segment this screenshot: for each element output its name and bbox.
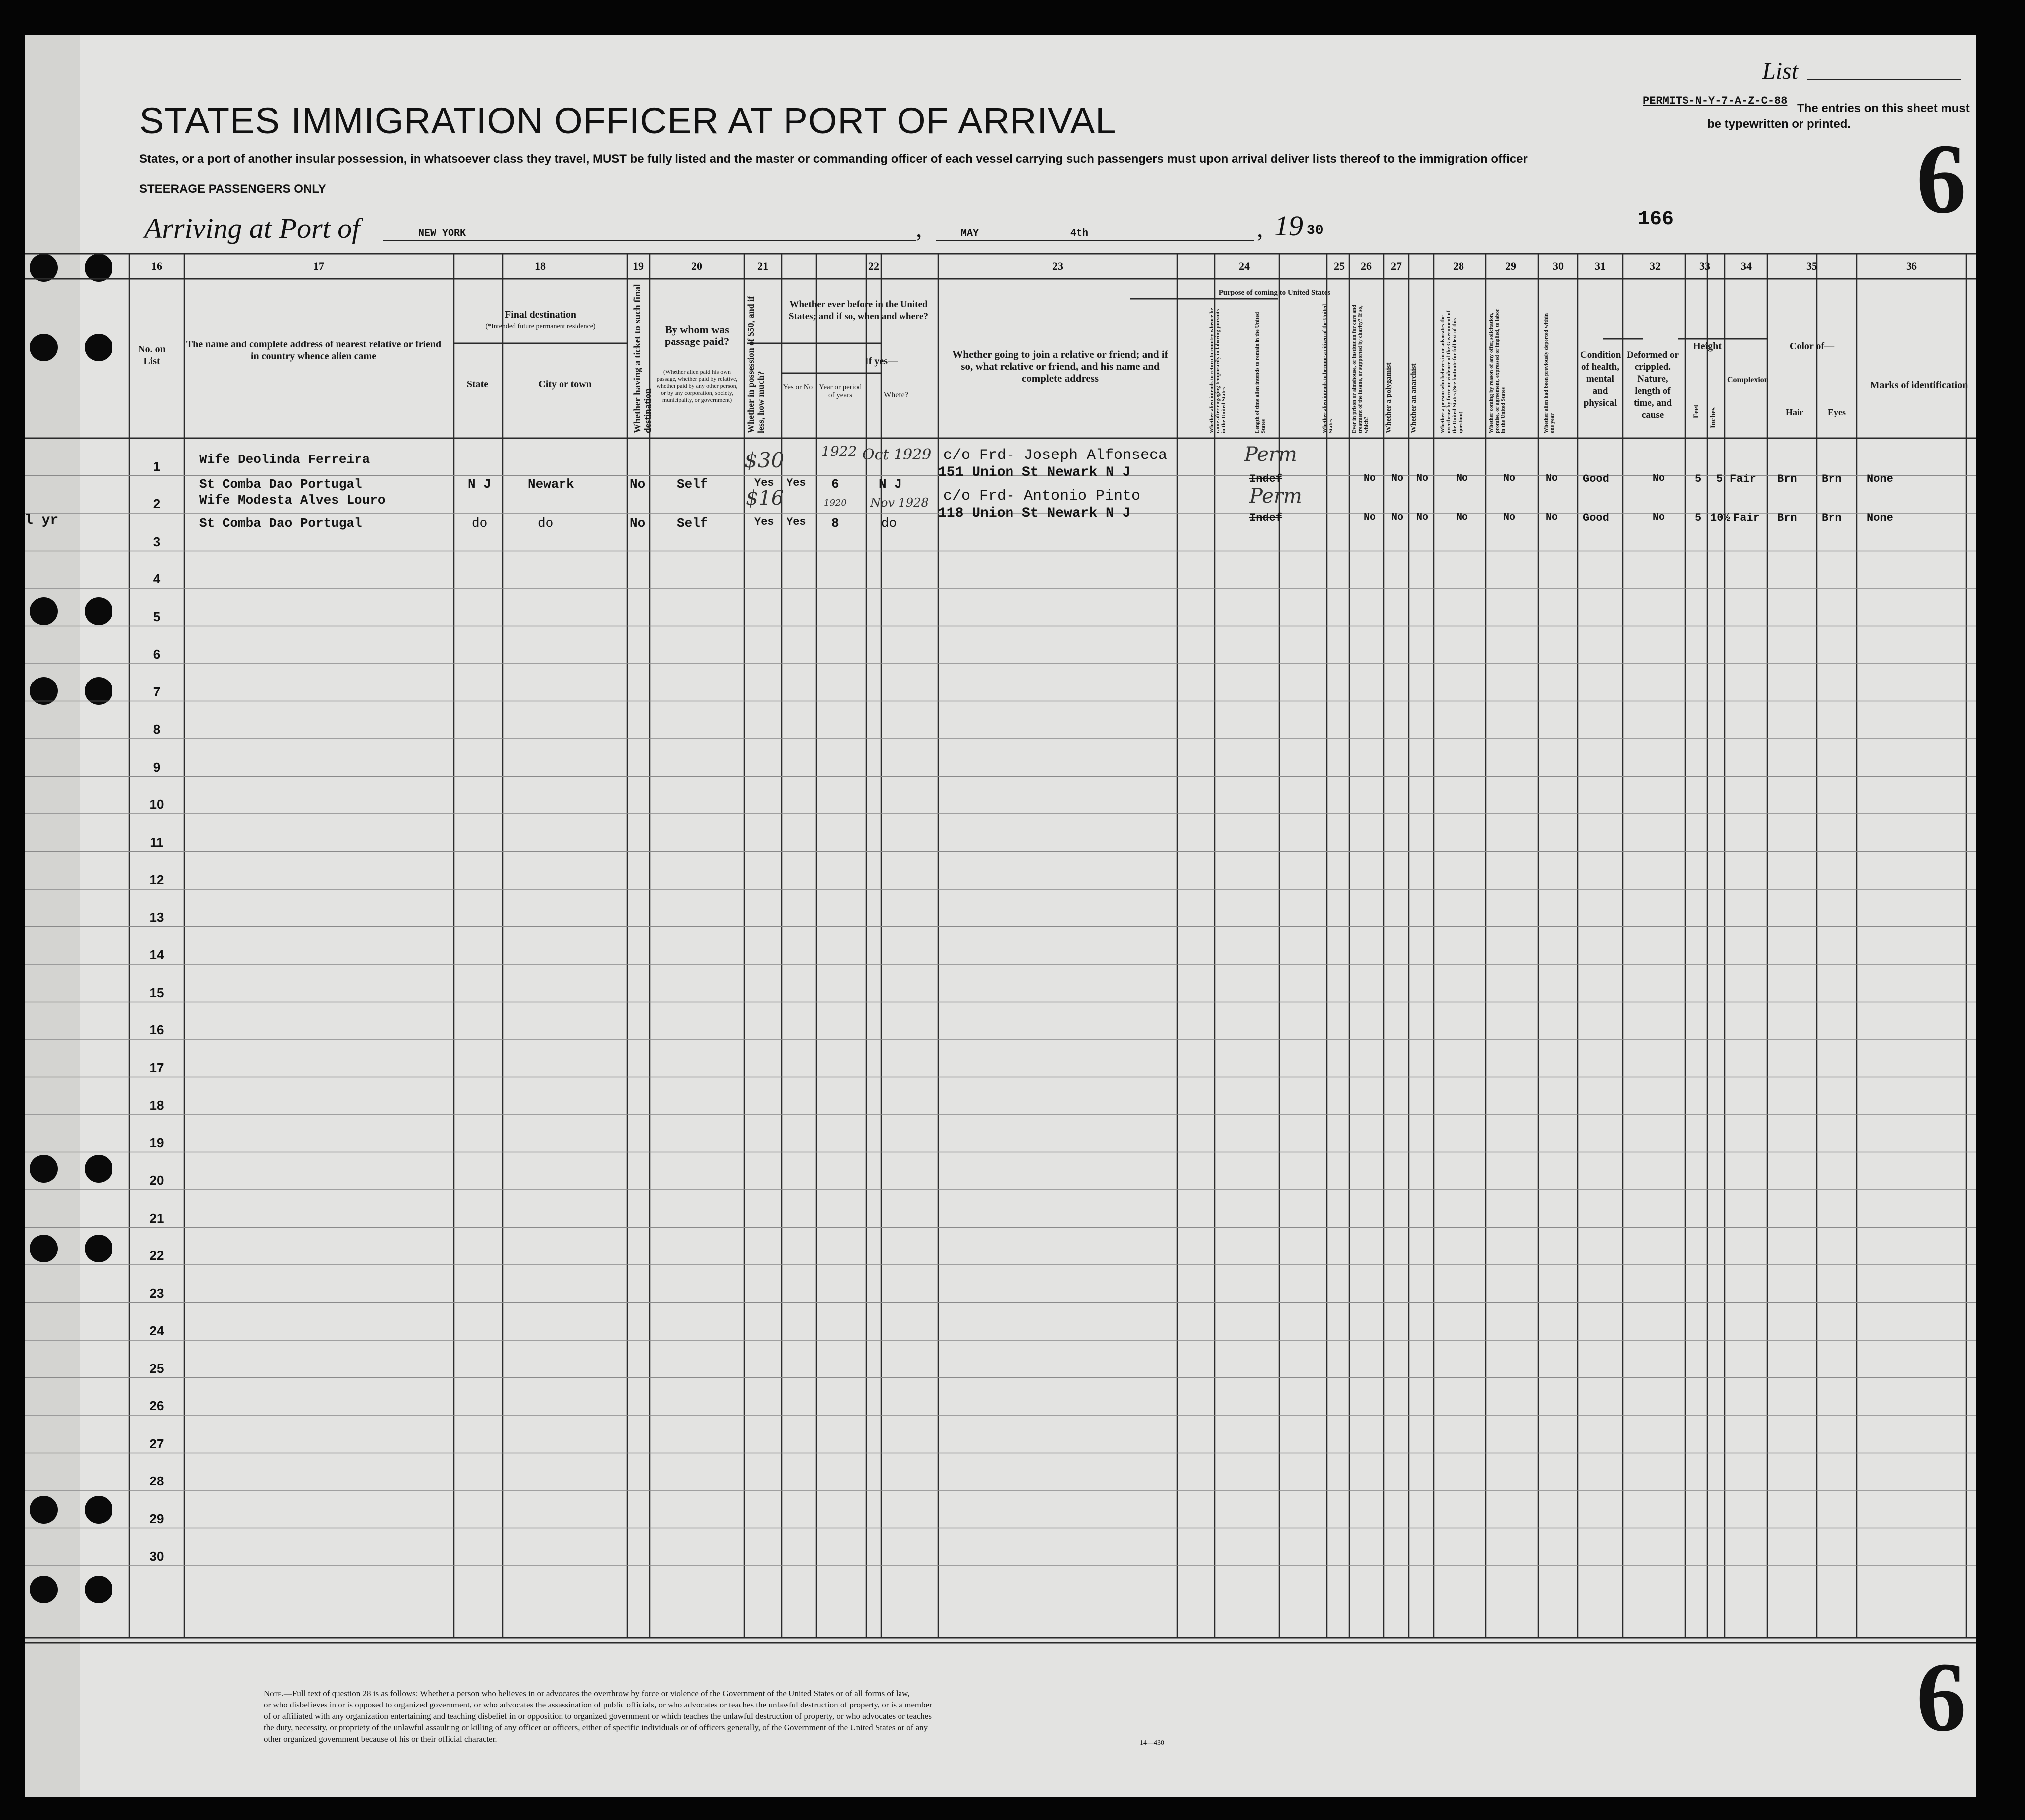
column-number: 16 bbox=[151, 260, 162, 272]
permits-code: PERMITS-N-Y-7-A-Z-C-88 bbox=[1643, 95, 1788, 107]
header-year: Year or period of years bbox=[819, 383, 862, 399]
column-number: 30 bbox=[1553, 260, 1564, 272]
list-number: 166 bbox=[1638, 208, 1674, 230]
row-number: 6 bbox=[153, 647, 161, 662]
column-number: 21 bbox=[757, 260, 768, 272]
row1-before-yes: Yes bbox=[787, 477, 806, 489]
row-number: 3 bbox=[153, 534, 161, 549]
header-q28: Whether a person who believes in or advocates the overthrow by force or violence of the Government of the United States (See footnote for full text of this question) bbox=[1440, 310, 1463, 433]
row-number: 25 bbox=[149, 1361, 164, 1376]
row-number: 5 bbox=[153, 609, 161, 624]
row2-before-where-hand: Nov 1928 bbox=[870, 496, 929, 510]
column-number: 28 bbox=[1453, 260, 1464, 272]
row-number: 23 bbox=[149, 1285, 164, 1301]
row2-paid-by: Self bbox=[677, 516, 708, 531]
row2-state: do bbox=[472, 516, 488, 531]
row-number: 9 bbox=[153, 759, 161, 775]
footnote-line-1: —Full text of question 28 is as follows: Whether a person who believes in or advocates the overthrow by force or violence of the Government of the United States or of all forms of law, bbox=[283, 1689, 910, 1698]
header-purpose-a: Whether alien intends to return to country whence he came after engaging temporarily in laboring pursuits in the United States bbox=[1209, 308, 1227, 433]
header-final-destination-sub: (*Intended future permanent residence) bbox=[485, 323, 596, 330]
row1-before-year-hand: 1922 bbox=[821, 443, 857, 459]
row-number: 11 bbox=[150, 834, 164, 850]
row1-anarchist: No bbox=[1416, 473, 1429, 484]
row-number: 14 bbox=[149, 947, 164, 962]
row1-q28: No bbox=[1456, 473, 1468, 484]
row-number: 2 bbox=[153, 496, 161, 511]
row1-health: Good bbox=[1583, 473, 1609, 485]
row2-city: do bbox=[538, 516, 554, 531]
header-money: Whether in possession of $50, and if less, how much? bbox=[746, 296, 766, 433]
column-number: 35 bbox=[1806, 260, 1817, 272]
row2-money: Yes bbox=[754, 516, 774, 528]
row1-before-year: 6 bbox=[831, 477, 839, 492]
row-number: 22 bbox=[149, 1248, 164, 1263]
header-q30: Whether alien had been previously deported within one year bbox=[1543, 313, 1555, 433]
header-ticket: Whether having a ticket to such final destination bbox=[632, 284, 653, 433]
row1-deformed: No bbox=[1653, 473, 1665, 484]
form-code: 14—430 bbox=[1140, 1739, 1164, 1747]
row1-inches: 5 bbox=[1716, 473, 1723, 485]
row1-paid-by: Self bbox=[677, 477, 708, 492]
row2-ticket: No bbox=[630, 516, 646, 531]
column-number: 19 bbox=[633, 260, 644, 272]
header-passage-paid-sub: (Whether alien paid his own passage, whether paid by relative, whether paid by any other person, or by any corporation, society, municipality, or government) bbox=[656, 368, 738, 403]
column-number: 26 bbox=[1361, 260, 1372, 272]
header-yes-no: Yes or No bbox=[783, 383, 813, 391]
header-joining: Whether going to join a relative or friend; and if so, what relative or friend, and his name and complete address bbox=[952, 348, 1168, 384]
footnote-line-3: of or affiliated with any organization entertaining and teaching disbelief in or opposition to organized government or which teaches the unlawful destruction of property, or who advocates or teaches bbox=[264, 1711, 932, 1721]
row2-feet: 5 bbox=[1695, 512, 1702, 524]
row2-joining-address: 118 Union St Newark N J bbox=[938, 506, 1131, 521]
row1-before-where: N J bbox=[879, 477, 902, 492]
row-number: 15 bbox=[149, 985, 164, 1000]
row2-prison: No bbox=[1364, 512, 1376, 523]
row1-purpose-hand: Perm bbox=[1244, 443, 1297, 466]
column-number: 20 bbox=[691, 260, 702, 272]
column-number: 22 bbox=[868, 260, 879, 272]
header-purpose-c: Whether alien intends to become a citizen of the United States bbox=[1322, 304, 1334, 433]
row1-joining-name: c/o Frd- Joseph Alfonseca bbox=[943, 447, 1168, 464]
header-prison: Ever in prison or almshouse, or institution for care and treatment of the insane, or supported by charity? If so, which? bbox=[1351, 304, 1369, 433]
row1-money-hand: $30 bbox=[744, 448, 785, 472]
row-number: 1 bbox=[153, 458, 161, 474]
header-q29: Whether coming by reason of any offer, solicitation, promise, or agreement, expressed or implied, to labor in the United States bbox=[1488, 309, 1506, 433]
port-value: NEW YORK bbox=[418, 228, 466, 239]
row1-relative-name: Wife Deolinda Ferreira bbox=[199, 452, 370, 467]
row2-hair: Brn bbox=[1777, 512, 1797, 524]
header-marks: Marks of identification bbox=[1870, 380, 1968, 391]
header-anarchist: Whether an anarchist bbox=[1410, 363, 1418, 433]
row-number: 20 bbox=[149, 1173, 164, 1188]
header-where: Where? bbox=[884, 391, 908, 399]
row1-city: Newark bbox=[528, 477, 574, 492]
row-number: 13 bbox=[149, 910, 164, 925]
row2-before-year: 8 bbox=[831, 516, 839, 531]
row2-deformed: No bbox=[1653, 512, 1665, 523]
row2-purpose-hand: Perm bbox=[1249, 485, 1302, 508]
row-number: 27 bbox=[149, 1436, 164, 1451]
row1-complexion: Fair bbox=[1730, 473, 1756, 485]
year-prefix: 19 bbox=[1274, 210, 1303, 242]
row2-before-where: do bbox=[881, 516, 897, 531]
row2-relative-name: Wife Modesta Alves Louro bbox=[199, 493, 386, 508]
row-number: 4 bbox=[153, 571, 161, 586]
entries-note-2: be typewritten or printed. bbox=[1707, 117, 1851, 131]
column-number: 32 bbox=[1650, 260, 1661, 272]
row-number: 12 bbox=[149, 872, 164, 887]
row-number: 8 bbox=[153, 722, 161, 737]
header-eyes: Eyes bbox=[1828, 407, 1846, 417]
column-number: 33 bbox=[1699, 260, 1710, 272]
row1-before-where-hand: Oct 1929 bbox=[862, 446, 932, 463]
column-number: 23 bbox=[1052, 260, 1063, 272]
row1-money: Yes bbox=[754, 477, 774, 489]
column-number: 24 bbox=[1239, 260, 1250, 272]
footnote-label: Note. bbox=[264, 1689, 284, 1698]
header-health: Condition of health, mental and physical bbox=[1580, 350, 1621, 408]
row1-relative-address: St Comba Dao Portugal bbox=[199, 477, 362, 492]
sheet-number: 6 bbox=[1916, 124, 1966, 234]
row1-q30: No bbox=[1546, 473, 1558, 484]
row1-q29: No bbox=[1503, 473, 1516, 484]
row1-polygamist: No bbox=[1391, 473, 1404, 484]
arriving-label: Arriving at Port of bbox=[144, 212, 360, 244]
row-number: 24 bbox=[149, 1323, 164, 1338]
row-number: 29 bbox=[149, 1511, 164, 1526]
row-number: 7 bbox=[153, 684, 161, 699]
row1-hair: Brn bbox=[1777, 473, 1797, 485]
row2-relative-address: St Comba Dao Portugal bbox=[199, 516, 362, 531]
row-number: 26 bbox=[149, 1398, 164, 1413]
steerage-label: STEERAGE PASSENGERS ONLY bbox=[139, 182, 326, 196]
row2-anarchist: No bbox=[1416, 512, 1429, 523]
row1-marks: None bbox=[1867, 473, 1893, 485]
header-inches: Inches bbox=[1709, 407, 1717, 428]
column-number: 36 bbox=[1906, 260, 1917, 272]
row-number: 28 bbox=[149, 1474, 164, 1488]
header-purpose: Purpose of coming to United States bbox=[1218, 289, 1331, 297]
header-passage-paid: By whom was passage paid? bbox=[664, 323, 730, 347]
row-number: 19 bbox=[149, 1135, 164, 1150]
row2-q29: No bbox=[1503, 512, 1516, 523]
row1-joining-address: 151 Union St Newark N J bbox=[938, 465, 1131, 480]
header-relative: The name and complete address of nearest relative or friend in country whence alien came bbox=[186, 339, 442, 362]
column-number: 34 bbox=[1741, 260, 1752, 272]
row1-prison: No bbox=[1364, 473, 1376, 484]
row2-purpose-struck: Indef bbox=[1249, 512, 1283, 524]
header-if-yes: If yes— bbox=[864, 356, 898, 367]
row1-purpose-struck: Indef bbox=[1249, 473, 1283, 485]
year-suffix: 30 bbox=[1307, 223, 1324, 238]
row-number: 16 bbox=[149, 1023, 164, 1037]
header-color-of: Color of— bbox=[1789, 341, 1835, 352]
row2-complexion: Fair bbox=[1733, 512, 1760, 524]
form-subtitle: States, or a port of another insular possession, in whatsoever class they travel, MUST be fully listed and the master or commanding officer of each vessel carrying such passengers must upon arrival deliver lists thereof to the immigration officer bbox=[139, 152, 1528, 166]
list-label: List bbox=[1762, 58, 1799, 84]
header-complexion: Complexion bbox=[1727, 376, 1769, 384]
row1-eyes: Brn bbox=[1822, 473, 1842, 485]
footnote-line-5: other organized government because of his or their official character. bbox=[264, 1734, 497, 1744]
row2-marks: None bbox=[1867, 512, 1893, 524]
column-number: 27 bbox=[1391, 260, 1402, 272]
header-height: Height bbox=[1693, 341, 1722, 352]
row2-inches: 10½ bbox=[1710, 512, 1730, 524]
column-number: 31 bbox=[1595, 260, 1606, 272]
header-polygamist: Whether a polygamist bbox=[1385, 362, 1393, 433]
header-purpose-b: Length of time alien intends to remain in the United States bbox=[1254, 312, 1266, 433]
header-state: State bbox=[466, 379, 489, 390]
row2-health: Good bbox=[1583, 512, 1609, 524]
row-number: 17 bbox=[149, 1060, 164, 1075]
header-hair: Hair bbox=[1786, 407, 1803, 417]
header-feet: Feet bbox=[1692, 404, 1700, 418]
column-number: 25 bbox=[1334, 260, 1345, 272]
header-before-in-us: Whether ever before in the United States; and if so, when and where? bbox=[789, 299, 928, 322]
column-number: 29 bbox=[1505, 260, 1516, 272]
footnote-line-2: or who disbelieves in or is opposed to organized government, or who advocates the assassination of public officials, or who advocates or teaches the unlawful destruction of property, or is a member bbox=[264, 1700, 932, 1709]
row2-before-year-hand: 1920 bbox=[824, 498, 847, 508]
row1-state: N J bbox=[468, 477, 491, 492]
header-city: City or town bbox=[538, 379, 592, 390]
row-number: 18 bbox=[149, 1098, 164, 1113]
column-number: 18 bbox=[535, 260, 546, 272]
row2-before-yes: Yes bbox=[787, 516, 806, 528]
row2-polygamist: No bbox=[1391, 512, 1404, 523]
column-number: 17 bbox=[313, 260, 324, 272]
row-number: 21 bbox=[149, 1210, 164, 1226]
form-title: STATES IMMIGRATION OFFICER AT PORT OF ARRIVAL bbox=[139, 100, 1117, 141]
manifest-sheet: STATES IMMIGRATION OFFICER AT PORT OF ARRIVAL States, or a port of another insular possession, in whatsoever class they travel, MUST be fully listed and the master or commanding officer of each vessel carrying such passengers must upon arrival deliver lists thereof to the immigration officer STEERAGE PASSENGERS ONLY Arriving at Port of NEW YORK , MAY 4th , 19 30 166 List PERMITS-N-Y-7-A-Z-C-88 The entries on this sheet must be typewritten or printed. 6 16 17 18 19 20 21 22 23 24 25 26 27 28 29 30 31 32 33 34 35 36 No. on List The name and complete address of nearest relative or friend in country whence alien came Final destination (*Intended future permanent residence) State City or town Whether having a ticket to such final destination By whom was passage paid? (Whether alien paid his own passage, whether paid by relative, whether paid by any other person, or by any corporation, society, municipality, or government) Whether in possession of $50, and if less, how much? Whether ever before in the United States; and if so, when and where? If yes— Yes or No Year or period of years Where? Whether going to join a relative or friend; and if so, what relative or friend, and his name and complete address Purpose of coming to United States Whether alien intends to return to country whence he came after engaging temporarily in laboring pursuits in the United States Length of time alien intends to remain in the United States Whether alien intends to become a citizen of the United States Ever in prison or almshouse, or institution for care and treatment of the insane, or supported by charity? If so, which? Whether a polygamist Whether an anarchist Whether a person who believes in or advocates the overthrow by force or violence of the Government of the United States (See footnote for full text of this question) Whether coming by reason of any offer, solicitation, promise, or agreement, expressed or implied, to labor in the United States Whether alien had been previously deported within one year Condition of health, mental and physical Deformed or crippled. Nature, length of time, and cause Height Feet Inches Complexion Color of— Hair Eyes Marks of identification 1 2 3 4 5 6 7 8 9 10 11 12 13 14 15 16 17 18 19 20 21 22 23 24 25 26 27 28 29 30 l yr Wife Deolinda Ferreira St Comba Dao Portugal N J Newark No Self $30 Yes Yes 1922 6 Oct 1929 N J c/o Frd- Joseph Alfonseca 151 Union St Newark N J Perm Indef No No No No No No Good No 5 5 Fair Brn Brn None Wife Modesta Alves Louro St Comba Dao Portugal do do No Self $16 Yes Yes 1920 8 Nov 1928 do c/o Frd- Antonio Pinto 118 Union St Newark N J Perm Indef No No No No No No Good No 5 10½ Fair Brn Brn None Note.—Full text of question 28 is as follows: Whether a person who believes in or advocates the overthrow by force or violence of the Government of the United States or of all forms of law, or who disbelieves in or is opposed to organized government, or who advocates the assassination of public officials, or who advocates or teaches the unlawful destruction of property, or is a member of or affiliated with any organization entertaining and teaching disbelief in or opposition to organized government or which teaches the unlawful destruction of property, or who advocates or teaches the duty, necessity, or propriety of the unlawful assaulting or killing of any officer or officers, either of specific individuals or of officers generally, of the Government of the United States or of any other organized government because of his or their official character. 14—430 6 bbox=[25, 35, 1976, 1797]
day-value: 4th bbox=[1070, 228, 1089, 239]
bottom-sheet-number: 6 bbox=[1916, 1642, 1966, 1752]
entries-note-1: The entries on this sheet must bbox=[1797, 102, 1970, 115]
header-final-destination: Final destination bbox=[505, 309, 576, 320]
footnote bbox=[264, 1688, 1259, 1745]
row-number: 10 bbox=[149, 797, 164, 812]
header-deformed: Deformed or crippled. Nature, length of time, and cause bbox=[1627, 350, 1679, 420]
footnote-line-4: the duty, necessity, or propriety of the unlawful assaulting or killing of any officer or officers, either of specific individuals or of officers generally, of the Government of the United States or of any bbox=[264, 1723, 928, 1732]
row2-q30: No bbox=[1546, 512, 1558, 523]
row1-ticket: No bbox=[630, 477, 646, 492]
row2-joining-name: c/o Frd- Antonio Pinto bbox=[943, 488, 1141, 505]
table-grid bbox=[25, 35, 1976, 1797]
margin-note: l yr bbox=[25, 513, 59, 528]
row2-q28: No bbox=[1456, 512, 1468, 523]
header-no-on-list: No. on List bbox=[138, 344, 166, 367]
row1-feet: 5 bbox=[1695, 473, 1702, 485]
row2-eyes: Brn bbox=[1822, 512, 1842, 524]
row2-money-hand: $16 bbox=[746, 487, 784, 510]
month-value: MAY bbox=[961, 228, 979, 239]
row-number: 30 bbox=[149, 1549, 164, 1564]
